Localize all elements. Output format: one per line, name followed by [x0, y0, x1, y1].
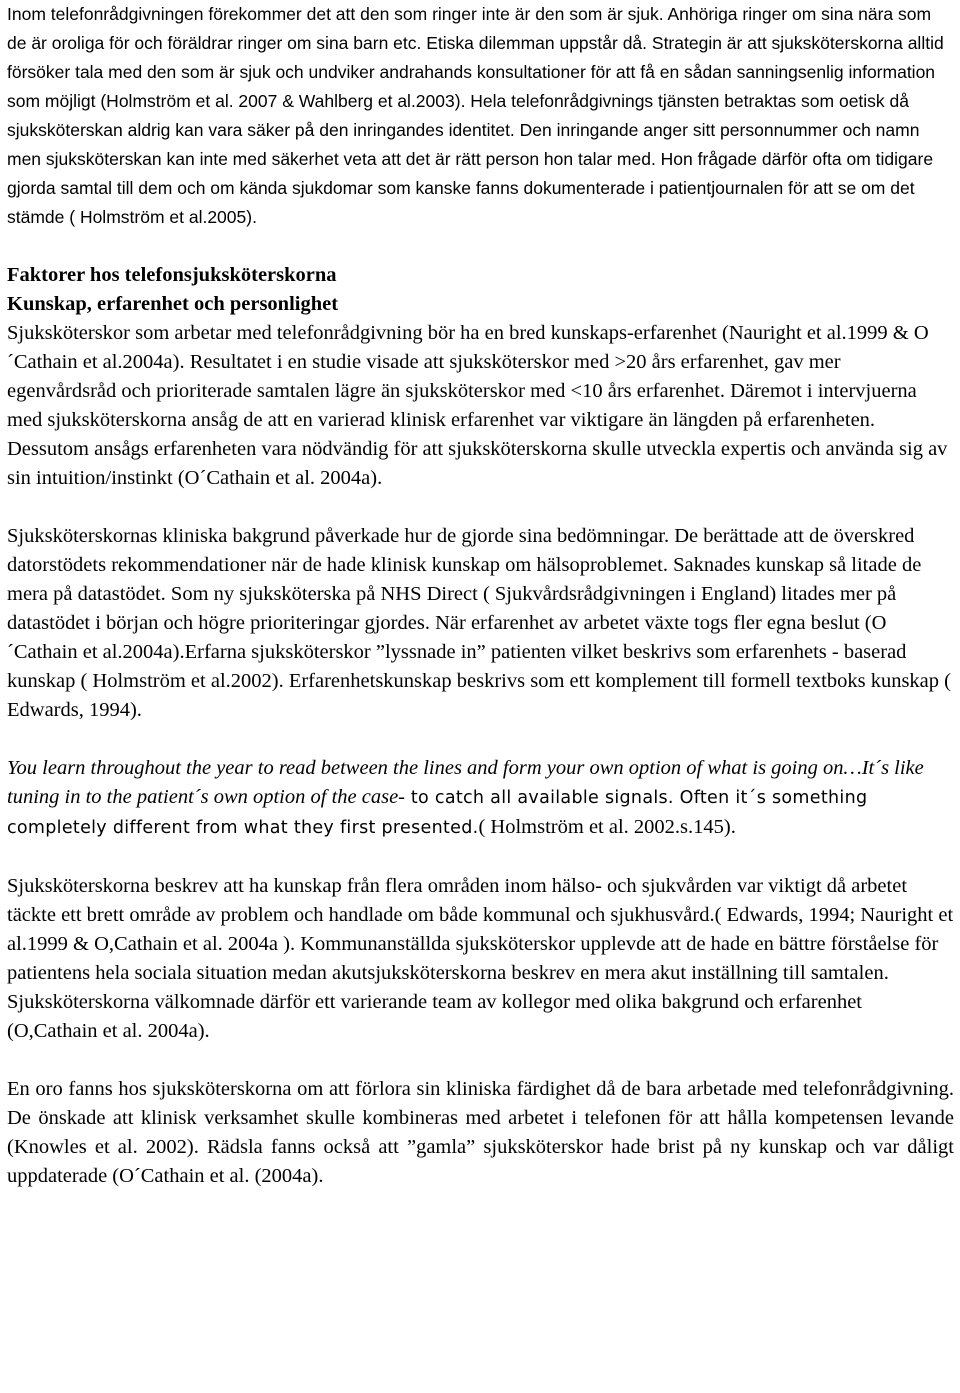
paragraph-ethics: Inom telefonrådgivningen förekommer det att den som ringer inte är den som är sjuk. Anhöriga ringer om sina nära som de är oroliga för och föräldrar ringer om sina barn etc. Etiska dilemman uppstår då. Strategin är att sjuksköterskorna alltid försöker tala med den som är sjuk och undviker andrahands konsultationer för att få en sådan sanningsenlig information som möjligt (Holmström et al. 2007 & Wahlberg et al.2003). Hela telefonrådgivnings tjänsten betraktas som oetisk då sjuksköterskan aldrig kan vara säker på den inringandes identitet. Den inringande anger sitt personnummer och namn men sjuksköterskan kan inte med säkerhet veta att det är rätt person hon talar med. Hon frågade därför ofta om tidigare gjorda samtal till dem och om kända sjukdomar som kanske fanns dokumenterade i patientjournalen för att se om det stämde ( Holmström et al.2005).	[7, 4, 944, 227]
paragraph-knowledge-areas: Sjuksköterskorna beskrev att ha kunskap från flera områden inom hälso- och sjukvården var viktigt då arbetet täckte ett brett område av problem och handlade om både kommunal och sjukhusvård.( Edwards, 1994; Nauright et al.1999 & O,Cathain et al. 2004a ). Kommunanställda sjuksköterskor upplevde att de hade en bättre förståelse för patientens hela sociala situation medan akutsjuksköterskorna beskrev en mera akut inställning till samtalen. Sjuksköterskorna välkomnade därför ett varierande team av kollegor med olika bakgrund och erfarenhet (O,Cathain et al. 2004a).	[7, 875, 954, 1042]
quote-citation: ( Holmström et al. 2002.s.145).	[478, 816, 736, 838]
quote-italic-text: You learn throughout the year to read between the lines and form your own option of what is going on…It´s like tuning in to the patient´s own option of the case-	[7, 757, 924, 808]
paragraph-gap	[7, 1046, 954, 1075]
quote-paragraph	[7, 754, 954, 843]
paragraph-clinical-background: Sjuksköterskornas kliniska bakgrund påverkade hur de gjorde sina bedömningar. De berättade att de överskred datorstödets rekommendationer när de hade klinisk kunskap om hälsoproblemet. Saknades kunskap så litade de mera på datastödet. Som ny sjuksköterska på NHS Direct ( Sjukvårdsrådgivningen i England) litades mer på datastödet i början och högre prioriteringar gjordes. När erfarenhet av arbetet växte togs fler egna beslut (O´Cathain et al.2004a).Erfarna sjuksköterskor ”lyssnade in” patienten vilket beskrivs som erfarenhets - baserad kunskap ( Holmström et al.2002). Erfarenhetskunskap beskrivs som ett komplement till formell textboks kunskap ( Edwards, 1994).	[7, 525, 951, 721]
subsection-heading: Kunskap, erfarenhet och personlighet	[7, 293, 339, 315]
paragraph-gap	[7, 232, 954, 261]
paragraph-gap	[7, 725, 954, 754]
paragraph-clinical-skills: En oro fanns hos sjuksköterskorna om att förlora sin kliniska färdighet då de bara arbetade med telefonrådgivning. De önskade att klinisk verksamhet skulle kombineras med arbetet i telefonen för att hålla kompetensen levande (Knowles et al. 2002). Rädsla fanns också att ”gamla” sjuksköterskor hade brist på ny kunskap och var dåligt uppdaterade (O´Cathain et al. (2004a).	[7, 1078, 954, 1187]
paragraph-gap	[7, 843, 954, 872]
paragraph-experience: Sjuksköterskor som arbetar med telefonrådgivning bör ha en bred kunskaps-erfarenhet (Nauright et al.1999 & O´Cathain et al.2004a). Resultatet i en studie visade att sjuksköterskor med >20 års erfarenhet, gav mer egenvårdsråd och prioriterade samtalen lägre än sjuksköterskor med <10 års erfarenhet. Däremot i intervjuerna med sjuksköterskorna ansåg de att en varierad klinisk erfarenhet var viktigare än längden på erfarenheten. Dessutom ansågs erfarenheten vara nödvändig för att sjuksköterskorna skulle utveckla expertis och använda sig av sin intuition/instinkt (O´Cathain et al. 2004a).	[7, 322, 948, 489]
paragraph-gap	[7, 493, 954, 522]
quote-tail-text: to catch all available signals. Often it´s something completely different from what they first presented.	[7, 788, 868, 838]
section-heading: Faktorer hos telefonsjuksköterskorna	[7, 264, 337, 286]
